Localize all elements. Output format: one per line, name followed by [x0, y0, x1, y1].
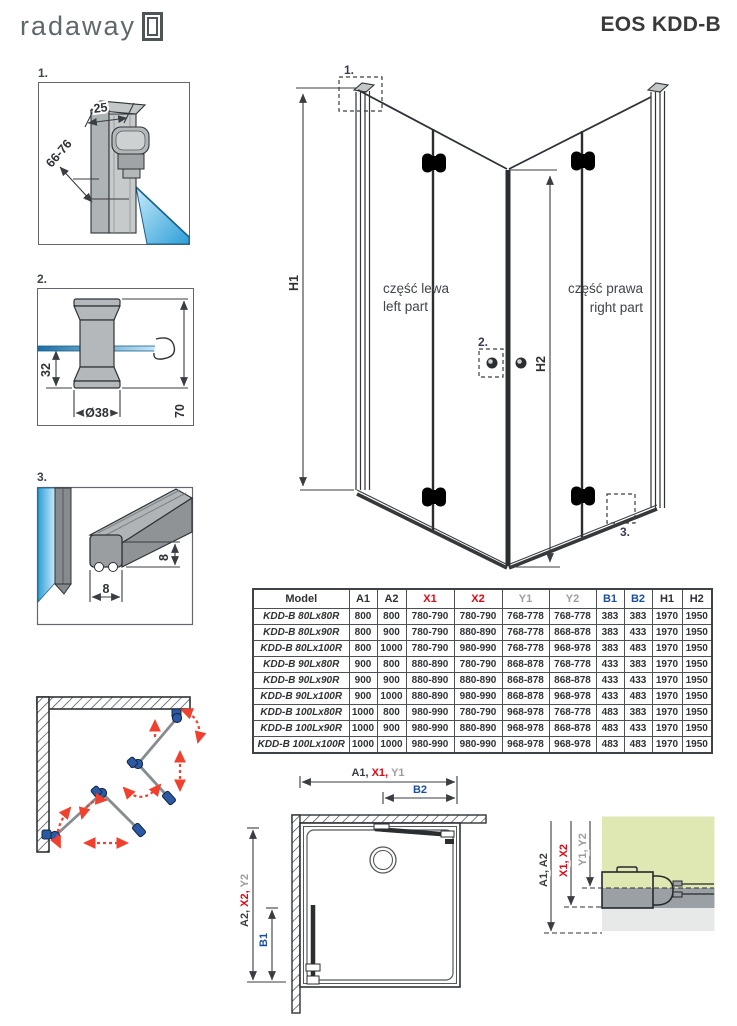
- value-cell: 980-990: [406, 705, 454, 721]
- value-cell: 1000: [349, 737, 377, 754]
- value-cell: 1000: [377, 737, 406, 754]
- col-header-x1: X1: [406, 589, 454, 609]
- detail-3-label: 3.: [37, 470, 48, 484]
- section-a-label: A1, A2: [538, 853, 550, 887]
- shower-tray: [300, 823, 460, 987]
- section-x-label: X1, X2: [558, 843, 570, 877]
- value-cell: 868-878: [549, 721, 596, 737]
- tray-top-view: [238, 758, 500, 1026]
- right-wall-profile: [648, 83, 668, 508]
- radaway-logo: [20, 12, 163, 41]
- value-cell: 383: [624, 705, 652, 721]
- value-cell: 383: [624, 609, 652, 625]
- col-header-y1: Y1: [502, 589, 549, 609]
- main-drawing: [280, 60, 737, 590]
- wall-profile: [91, 110, 109, 233]
- value-cell: 868-878: [549, 625, 596, 641]
- value-cell: 768-778: [502, 641, 549, 657]
- value-cell: 483: [624, 641, 652, 657]
- dimension-depth-left: [239, 828, 286, 982]
- value-cell: 1970: [652, 673, 682, 689]
- detail-1-label: 1.: [38, 66, 49, 80]
- svg-text:A1,X1,Y1: A1, X1, Y1: [351, 767, 405, 779]
- value-cell: 483: [596, 721, 624, 737]
- value-cell: 780-790: [406, 641, 454, 657]
- value-cell: 383: [624, 657, 652, 673]
- svg-text:B2: B2: [412, 784, 428, 796]
- value-cell: 483: [624, 689, 652, 705]
- col-header-b2: B2: [624, 589, 652, 609]
- glass-panel: [38, 488, 55, 602]
- value-cell: 880-890: [454, 721, 502, 737]
- value-cell: 800: [377, 657, 406, 673]
- value-cell: 1970: [652, 641, 682, 657]
- model-cell: KDD-B 100Lx100R: [253, 737, 349, 754]
- value-cell: 1970: [652, 625, 682, 641]
- value-cell: 1950: [682, 689, 712, 705]
- col-header-a1: A1: [349, 589, 377, 609]
- model-cell: KDD-B 80Lx80R: [253, 609, 349, 625]
- col-header-a2: A2: [377, 589, 406, 609]
- value-cell: 1950: [682, 721, 712, 737]
- value-cell: 433: [624, 673, 652, 689]
- dim-32-label: 32: [39, 363, 53, 377]
- value-cell: 780-790: [454, 657, 502, 673]
- value-cell: 880-890: [406, 673, 454, 689]
- value-cell: 1970: [652, 737, 682, 754]
- value-cell: 483: [596, 705, 624, 721]
- wall-top: [292, 815, 486, 823]
- value-cell: 768-778: [502, 609, 549, 625]
- model-cell: KDD-B 80Lx100R: [253, 641, 349, 657]
- h2-label: H2: [534, 356, 548, 372]
- opening-direction-arrows: [58, 710, 200, 847]
- value-cell: 868-878: [502, 657, 549, 673]
- clip-hook: [154, 338, 175, 359]
- value-cell: 980-990: [406, 721, 454, 737]
- dim-38-label: Ø38: [85, 406, 109, 420]
- value-cell: 433: [596, 657, 624, 673]
- table-row: [253, 625, 712, 641]
- table-row: [253, 609, 712, 625]
- value-cell: 1000: [349, 721, 377, 737]
- wall-top: [37, 697, 190, 709]
- value-cell: 383: [596, 641, 624, 657]
- dimension-8-width: [90, 570, 122, 602]
- wall-left: [292, 815, 300, 1013]
- value-cell: 968-978: [502, 737, 549, 754]
- dimension-70: [122, 299, 188, 418]
- value-cell: 968-978: [549, 641, 596, 657]
- wall-area: [602, 817, 715, 889]
- left-wall-profile: [354, 83, 374, 490]
- value-cell: 1950: [682, 673, 712, 689]
- detail-2-label: 2.: [37, 272, 48, 286]
- value-cell: 433: [624, 625, 652, 641]
- table-row: [253, 705, 712, 721]
- value-cell: 900: [377, 625, 406, 641]
- value-cell: 780-790: [406, 609, 454, 625]
- dim-8w-label: 8: [102, 582, 110, 596]
- value-cell: 968-978: [549, 737, 596, 754]
- logo-square-icon: [142, 12, 163, 41]
- value-cell: 1000: [377, 641, 406, 657]
- model-cell: KDD-B 90Lx80R: [253, 657, 349, 673]
- table-row: [253, 641, 712, 657]
- value-cell: 483: [624, 737, 652, 754]
- value-cell: 780-790: [406, 625, 454, 641]
- detail-2-box: [37, 288, 194, 426]
- value-cell: 800: [377, 705, 406, 721]
- value-cell: 1950: [682, 641, 712, 657]
- h1-label: H1: [287, 275, 301, 291]
- fold-schematic: [30, 690, 205, 860]
- value-cell: 868-878: [502, 673, 549, 689]
- value-cell: 800: [349, 641, 377, 657]
- marker-1: 1.: [344, 63, 355, 77]
- dimension-32: [39, 351, 72, 388]
- value-cell: 1950: [682, 705, 712, 721]
- value-cell: 433: [624, 721, 652, 737]
- dimension-b2: [383, 784, 455, 804]
- value-cell: 980-990: [406, 737, 454, 754]
- dimensions-table: [252, 588, 713, 754]
- table-row: [253, 673, 712, 689]
- col-header-y2: Y2: [549, 589, 596, 609]
- detail-3-drawing: [30, 464, 196, 626]
- dimension-h1: [287, 88, 358, 490]
- value-cell: 868-878: [502, 689, 549, 705]
- knob-section: [74, 299, 120, 388]
- dimension-diameter: [74, 390, 120, 420]
- value-cell: 800: [349, 625, 377, 641]
- wall-section-detail: [536, 813, 718, 965]
- table-row: [253, 737, 712, 754]
- right-part-label-pl: część prawa: [567, 281, 643, 296]
- value-cell: 1950: [682, 737, 712, 754]
- col-header-model: Model: [253, 589, 349, 609]
- value-cell: 900: [349, 689, 377, 705]
- value-cell: 868-878: [549, 673, 596, 689]
- right-part-label-en: right part: [589, 300, 643, 315]
- value-cell: 1970: [652, 721, 682, 737]
- dimension-h2: [509, 170, 560, 567]
- section-dimensions: [538, 821, 590, 931]
- value-cell: 483: [596, 737, 624, 754]
- dim-66-76-label: 66-76: [43, 136, 75, 171]
- value-cell: 1970: [652, 657, 682, 673]
- table-row: [253, 721, 712, 737]
- value-cell: 880-890: [406, 657, 454, 673]
- col-header-b1: B1: [596, 589, 624, 609]
- value-cell: 800: [377, 609, 406, 625]
- value-cell: 968-978: [549, 689, 596, 705]
- value-cell: 1970: [652, 689, 682, 705]
- value-cell: 383: [596, 625, 624, 641]
- value-cell: 768-778: [502, 625, 549, 641]
- detail-2-drawing: [38, 289, 193, 425]
- left-part-label-pl: część lewa: [383, 281, 450, 296]
- folded-doors: [42, 709, 182, 841]
- table-row: [253, 689, 712, 705]
- model-cell: KDD-B 90Lx90R: [253, 673, 349, 689]
- model-cell: KDD-B 100Lx80R: [253, 705, 349, 721]
- logo-text: radaway: [20, 11, 137, 41]
- table-row: [253, 657, 712, 673]
- model-cell: KDD-B 80Lx90R: [253, 625, 349, 641]
- value-cell: 900: [377, 721, 406, 737]
- page-title: EOS KDD-B: [600, 13, 721, 36]
- value-cell: 433: [596, 689, 624, 705]
- value-cell: 900: [349, 657, 377, 673]
- value-cell: 780-790: [454, 705, 502, 721]
- value-cell: 1000: [349, 705, 377, 721]
- marker-2: 2.: [478, 335, 489, 349]
- dim-8h-label: 8: [157, 554, 171, 561]
- detail-1-drawing: [39, 83, 189, 244]
- left-part-label-en: left part: [383, 299, 429, 314]
- value-cell: 900: [377, 673, 406, 689]
- value-cell: 980-990: [454, 689, 502, 705]
- value-cell: 433: [596, 673, 624, 689]
- value-cell: 768-778: [549, 657, 596, 673]
- wall-left: [37, 697, 49, 852]
- value-cell: 1970: [652, 609, 682, 625]
- value-cell: 980-990: [454, 737, 502, 754]
- value-cell: 768-778: [549, 705, 596, 721]
- col-header-h2: H2: [682, 589, 712, 609]
- dim-70-label: 70: [173, 404, 187, 418]
- value-cell: 880-890: [406, 689, 454, 705]
- value-cell: 383: [596, 609, 624, 625]
- dim-25-label: 25: [92, 100, 109, 116]
- section-y-label: Y1, Y2: [577, 833, 589, 866]
- value-cell: 1950: [682, 657, 712, 673]
- col-header-x2: X2: [454, 589, 502, 609]
- value-cell: 968-978: [502, 705, 549, 721]
- value-cell: 1950: [682, 609, 712, 625]
- model-cell: KDD-B 90Lx100R: [253, 689, 349, 705]
- svg-text:A2,X2,Y2: A2,X2,Y2: [239, 873, 251, 927]
- value-cell: 980-990: [454, 641, 502, 657]
- dimension-b1: [258, 908, 278, 980]
- detail-1-box: [38, 82, 190, 245]
- value-cell: 1950: [682, 625, 712, 641]
- value-cell: 1970: [652, 705, 682, 721]
- model-cell: KDD-B 100Lx90R: [253, 721, 349, 737]
- base-band: [602, 908, 715, 931]
- value-cell: 1000: [377, 689, 406, 705]
- value-cell: 768-778: [549, 609, 596, 625]
- value-cell: 900: [349, 673, 377, 689]
- svg-text:B1: B1: [258, 932, 270, 947]
- marker-3: 3.: [620, 525, 631, 539]
- value-cell: 968-978: [502, 721, 549, 737]
- bottom-seal-profile: [90, 489, 192, 572]
- value-cell: 880-890: [454, 673, 502, 689]
- value-cell: 880-890: [454, 625, 502, 641]
- col-header-h1: H1: [652, 589, 682, 609]
- value-cell: 780-790: [454, 609, 502, 625]
- value-cell: 800: [349, 609, 377, 625]
